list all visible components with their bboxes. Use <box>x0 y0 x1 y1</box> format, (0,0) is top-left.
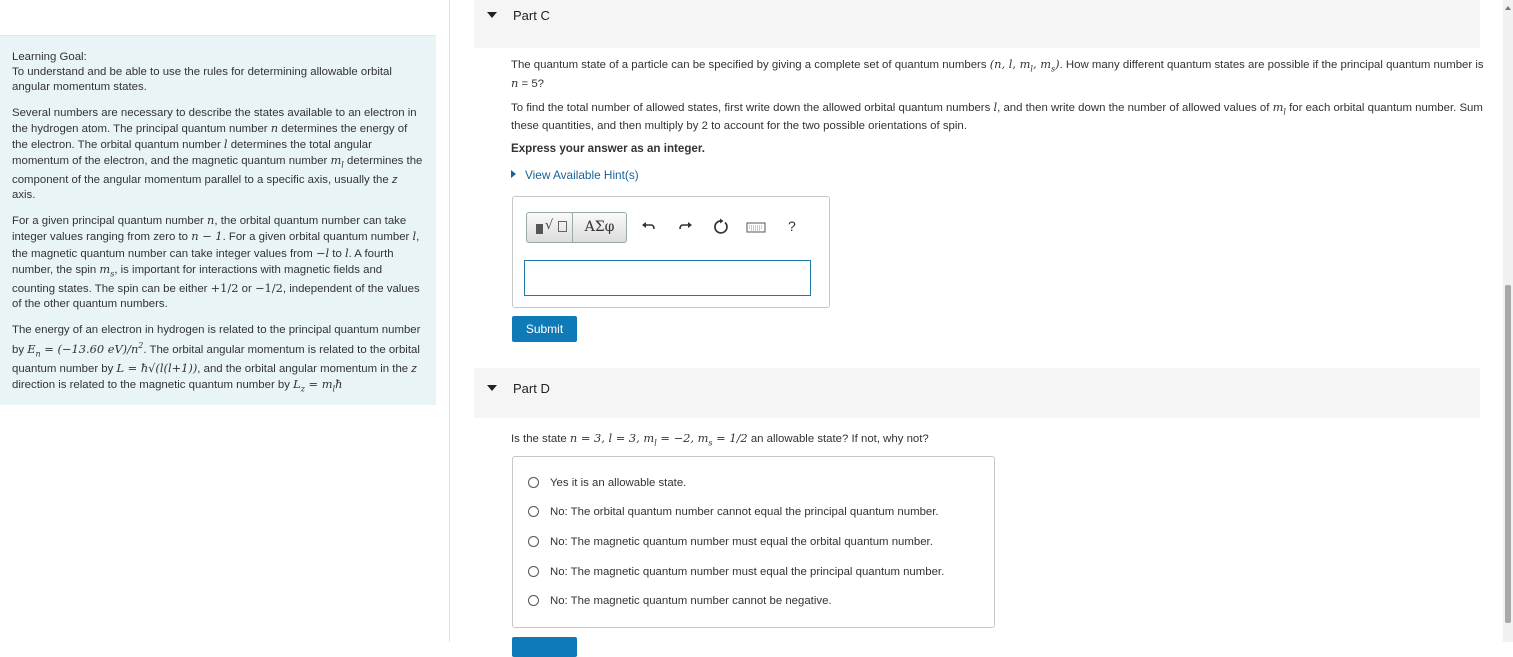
text-fragment: direction is related to the magnetic quantum number by <box>12 379 294 392</box>
math-z: z <box>391 173 398 186</box>
choice-option[interactable]: No: The orbital quantum number cannot equal the principal quantum number. <box>528 506 939 518</box>
part-c-question: The quantum state of a particle can be specified by giving a complete set of quantum numbers (n, l, $m_l$, $m_s$). How many different quantum states are possible if the principal quantum number is n = 5? <box>511 57 1484 91</box>
text-fragment: For a given principal quantum number <box>12 215 208 228</box>
text-fragment: , the orbital quantum number can take integer values ranging from zero to <box>12 215 407 244</box>
math-ml: $m_l$ <box>330 153 344 170</box>
quantum-numbers-paragraph <box>12 106 424 204</box>
choice-option[interactable]: Yes it is an allowable state. <box>528 477 686 489</box>
scrollbar-thumb[interactable] <box>1505 285 1511 623</box>
radio-button[interactable] <box>528 536 539 547</box>
text-fragment: , is important for interactions with magnetic fields and counting states. The spin can be either <box>12 263 383 296</box>
undo-icon[interactable] <box>640 218 658 236</box>
learning-goal-panel <box>0 35 436 405</box>
part-d-label: Part D <box>513 381 550 396</box>
part-c-label: Part C <box>513 8 550 23</box>
answer-instruction: Express your answer as an integer. <box>511 142 705 155</box>
text-fragment: The energy of an electron in hydrogen is related to the principal quantum number by <box>12 323 421 356</box>
math-plus-half: +1/2 <box>210 281 239 296</box>
math-state: n = 3, l = 3, $m_l = -2$, $m_s = 1/2$ <box>569 431 748 448</box>
text-fragment: determines the energy of the electron. The orbital quantum number <box>12 122 408 152</box>
template-box-icon <box>558 221 567 232</box>
math-Lz: $L_z$ = $m_lħ$ <box>293 377 343 394</box>
goal-paragraph <box>12 50 424 96</box>
answer-input[interactable] <box>524 260 811 296</box>
math-l: l <box>412 229 417 244</box>
part-c-header[interactable] <box>474 0 1480 48</box>
text-fragment: . For a given orbital quantum number <box>222 231 413 244</box>
choice-option[interactable]: No: The magnetic quantum number must equal the principal quantum number. <box>528 566 944 578</box>
math-l: l <box>344 245 349 260</box>
text-fragment: or <box>238 283 255 296</box>
column-divider <box>449 0 450 642</box>
view-hints-link[interactable] <box>511 168 1486 183</box>
collapse-triangle-icon[interactable] <box>487 12 497 18</box>
caret-right-icon <box>511 170 516 178</box>
choices-list <box>512 456 995 628</box>
text-fragment: axis. <box>12 188 36 201</box>
math-n-minus-1: n − 1 <box>191 229 223 244</box>
hint-label: View Available Hint(s) <box>525 168 639 182</box>
radical-icon: √ <box>545 218 554 233</box>
math-l: l <box>223 137 228 152</box>
text-fragment: to <box>329 247 345 260</box>
submit-button-part-d[interactable] <box>512 637 577 657</box>
radio-button[interactable] <box>528 477 539 488</box>
part-c-guidance: To find the total number of allowed states, first write down the allowed orbital quantum numbers l, and then write down the number of allowed values of $m_l$ for each orbital quantum number. Sum these quantities, and then multiply by 2 to account for the two possible orientations of spin. <box>511 100 1483 133</box>
scroll-up-arrow-icon[interactable] <box>1505 6 1511 10</box>
text-fragment: . A fourth number, the spin <box>12 247 394 276</box>
radio-button[interactable] <box>528 566 539 577</box>
text-fragment: determines the total angular momentum of the electron, and the magnetic quantum number <box>12 139 372 168</box>
goal-title: Learning Goal: <box>12 51 87 63</box>
text-fragment: , and the orbital angular momentum in the <box>197 363 412 376</box>
math-minus-half: −1/2 <box>254 281 283 296</box>
answer-editor <box>512 196 830 308</box>
radio-button[interactable] <box>528 506 539 517</box>
math-z: z <box>411 363 417 376</box>
help-icon[interactable]: ? <box>788 218 796 234</box>
math-n: n <box>270 120 279 135</box>
text-fragment: Several numbers are necessary to describe the states available to an electron in the hydrogen atom. The principal quantum number <box>12 106 417 135</box>
goal-text: To understand and be able to use the rules for determining allowable orbital angular momentum states. <box>12 66 392 94</box>
part-d-header[interactable] <box>474 368 1480 418</box>
template-square-icon <box>536 224 543 234</box>
submit-button[interactable]: Submit <box>512 316 577 342</box>
collapse-triangle-icon[interactable] <box>487 385 497 391</box>
redo-icon[interactable] <box>676 218 694 236</box>
text-fragment: , the magnetic quantum number can take integer values from <box>12 231 420 260</box>
math-ms: $m_s$ <box>99 261 115 278</box>
reset-icon[interactable] <box>712 218 730 236</box>
math-L-formula: L = ħ√(l(l+1)) <box>116 361 198 376</box>
radio-button[interactable] <box>528 595 539 606</box>
greek-symbols-button[interactable]: ΑΣφ <box>572 212 627 243</box>
math-energy: $E_n = (-13.60$ $eV)/n^2$ <box>27 340 144 358</box>
text-fragment: . The orbital angular momentum is related to the orbital quantum number by <box>12 343 420 376</box>
part-d-question: Is the state n = 3, l = 3, $m_l = -2$, $m_s = 1/2$ an allowable state? If not, why not? <box>511 431 929 448</box>
energy-paragraph <box>12 323 424 397</box>
choice-option[interactable]: No: The magnetic quantum number must equal the orbital quantum number. <box>528 536 933 548</box>
text-fragment: , independent of the values of the other quantum numbers. <box>12 283 420 311</box>
math-n: n <box>207 213 215 228</box>
math-neg-l: −l <box>315 245 330 260</box>
choice-option[interactable]: No: The magnetic quantum number cannot be negative. <box>528 595 832 607</box>
templates-button[interactable] <box>526 212 573 243</box>
scrollbar[interactable] <box>1503 0 1513 642</box>
math-quantum-set: (n, l, $m_l$, $m_s$) <box>989 57 1060 74</box>
keyboard-icon[interactable] <box>746 218 766 236</box>
text-fragment: determines the component of the angular momentum parallel to a specific axis, usually the <box>12 155 423 186</box>
ranges-paragraph <box>12 213 424 313</box>
